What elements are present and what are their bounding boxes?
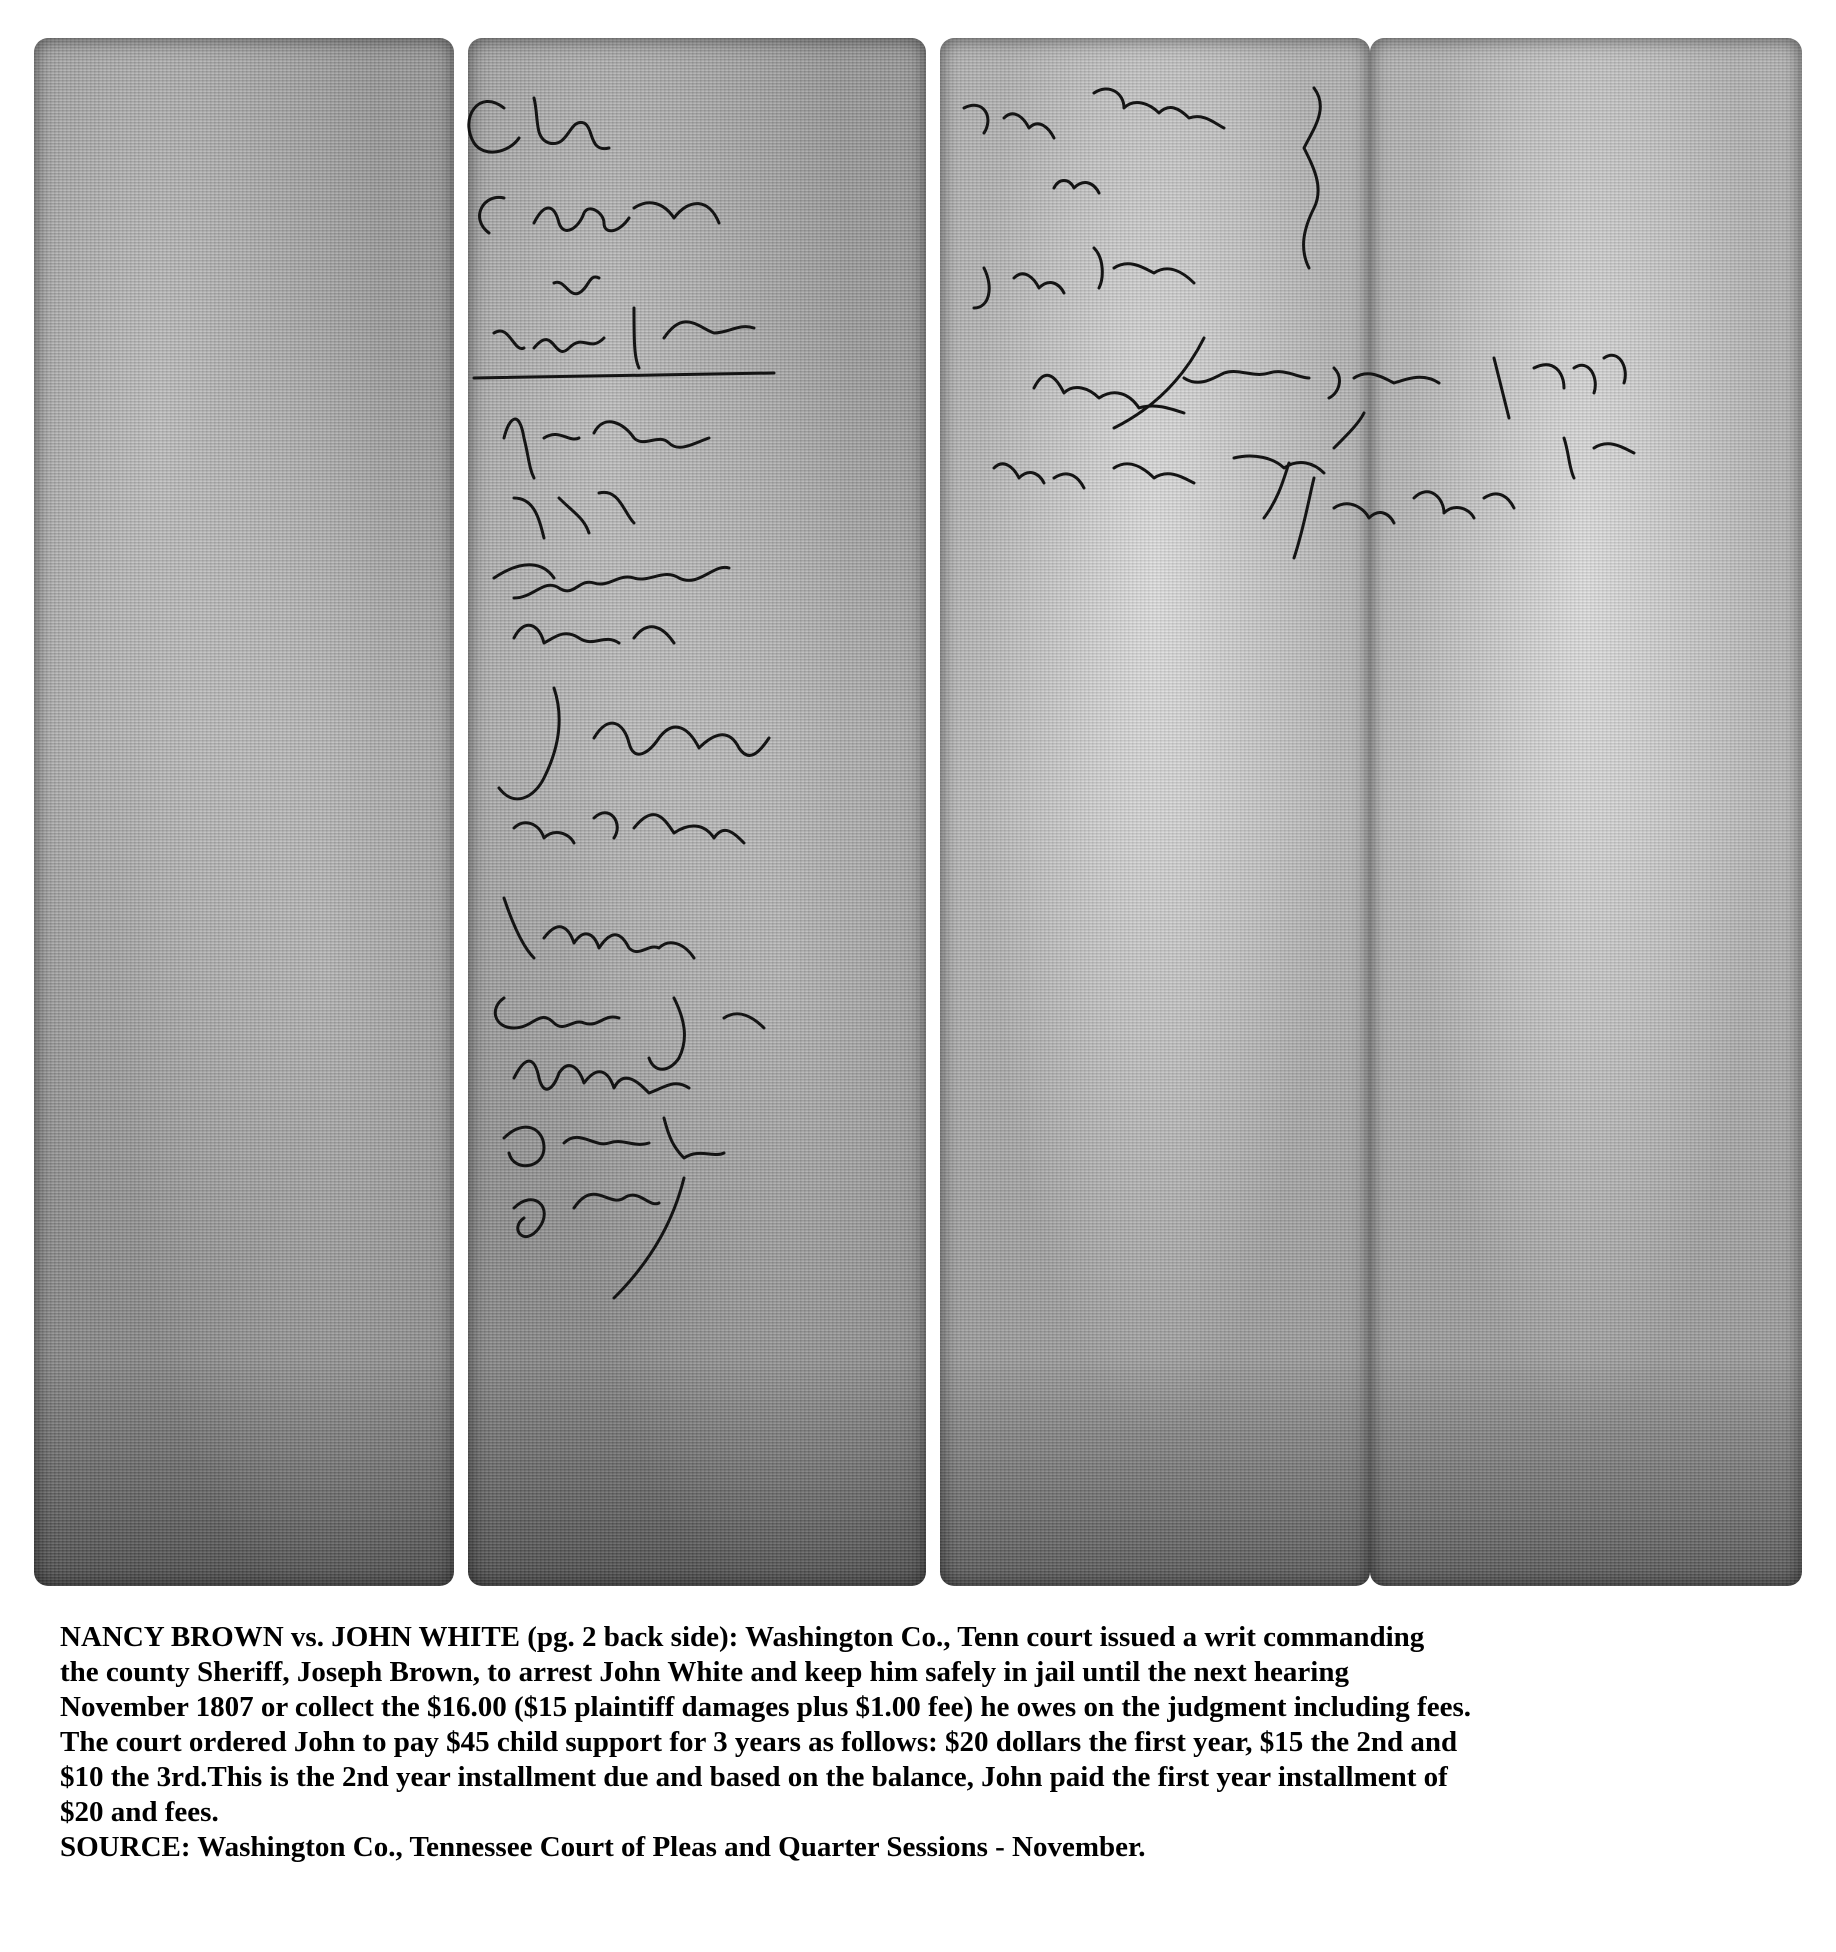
caption-line: $10 the 3rd.This is the 2nd year installment due and based on the balance, John paid the first year installment of: [60, 1761, 1448, 1793]
caption-source-line: SOURCE: Washington Co., Tennessee Court of Pleas and Quarter Sessions - November.: [60, 1831, 1146, 1863]
caption-line: NANCY BROWN vs. JOHN WHITE (pg. 2 back side): Washington Co., Tenn court issued a writ commanding: [60, 1621, 1425, 1653]
handwriting-ink: [34, 38, 1802, 1586]
caption-line: The court ordered John to pay $45 child support for 3 years as follows: $20 dollars the first year, $15 the 2nd and: [60, 1726, 1458, 1758]
caption-line: $20 and fees.: [60, 1796, 219, 1828]
caption-line: the county Sheriff, Joseph Brown, to arrest John White and keep him safely in jail until the next hearing: [60, 1656, 1349, 1688]
panel-2-handwriting: [469, 98, 774, 1298]
scanned-document-image: [34, 38, 1802, 1586]
document-caption: [60, 1620, 1800, 1865]
panel-3-4-handwriting: [964, 88, 1634, 558]
caption-line: November 1807 or collect the $16.00 ($15 plaintiff damages plus $1.00 fee) he owes on the judgment including fees.: [60, 1691, 1471, 1723]
